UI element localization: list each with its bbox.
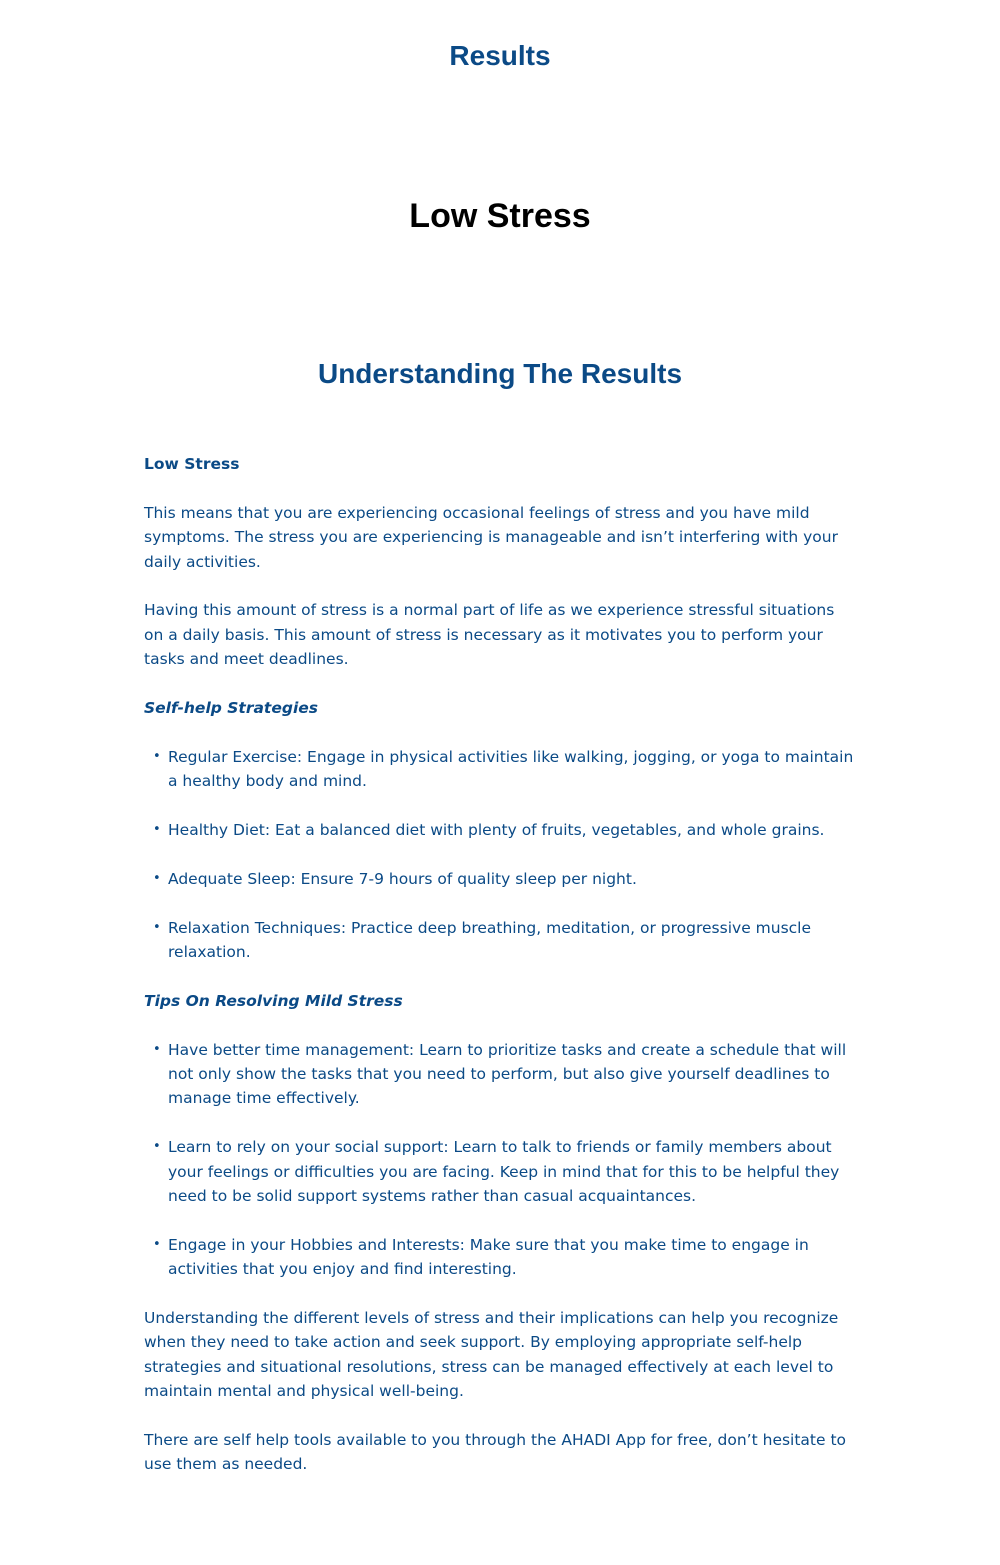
list-item: • Learn to rely on your social support: Learn to talk to friends or family members about your feelings or difficulties you are facing. Keep in mind that for this to be helpful they need to be solid support systems rather than casual acquaintances.: [168, 1135, 856, 1208]
self-help-list: [144, 745, 856, 965]
results-content: [144, 452, 856, 1501]
description-paragraph: Having this amount of stress is a normal part of life as we experience stressful situations on a daily basis. This amount of stress is necessary as it motivates you to perform your tasks and meet deadlines.: [144, 601, 835, 669]
list-item: • Have better time management: Learn to prioritize tasks and create a schedule that will not only show the tasks that you need to perform, but also give yourself deadlines to manage time effectively.: [168, 1038, 856, 1111]
level-subheading: Low Stress: [144, 455, 240, 473]
result-level-heading: Low Stress: [409, 197, 591, 235]
list-item: • Regular Exercise: Engage in physical activities like walking, jogging, or yoga to maintain a healthy body and mind.: [168, 745, 856, 794]
list-item: • Healthy Diet: Eat a balanced diet with plenty of fruits, vegetables, and whole grains.: [168, 818, 856, 842]
tips-heading: Tips On Resolving Mild Stress: [144, 991, 403, 1010]
closing-paragraph: Understanding the different levels of stress and their implications can help you recognize when they need to take action and seek support. By employing appropriate self-help strategies and situational resolutions, stress can be managed effectively at each level to maintain mental and physical well-being.: [144, 1309, 839, 1401]
list-item: • Adequate Sleep: Ensure 7-9 hours of quality sleep per night.: [168, 867, 856, 891]
list-item: • Relaxation Techniques: Practice deep breathing, meditation, or progressive muscle relaxation.: [168, 916, 856, 965]
description-paragraph: This means that you are experiencing occasional feelings of stress and you have mild symptoms. The stress you are experiencing is manageable and isn’t interfering with your daily activities.: [144, 503, 838, 571]
page-title: Results: [449, 40, 551, 71]
self-help-heading: Self-help Strategies: [144, 699, 318, 718]
tips-list: [144, 1038, 856, 1282]
list-item: • Engage in your Hobbies and Interests: Make sure that you make time to engage in activities that you enjoy and find interesting.: [168, 1233, 856, 1282]
closing-paragraph: There are self help tools available to you through the AHADI App for free, don’t hesitate to use them as needed.: [144, 1431, 847, 1474]
understanding-results-title: Understanding The Results: [317, 358, 683, 389]
